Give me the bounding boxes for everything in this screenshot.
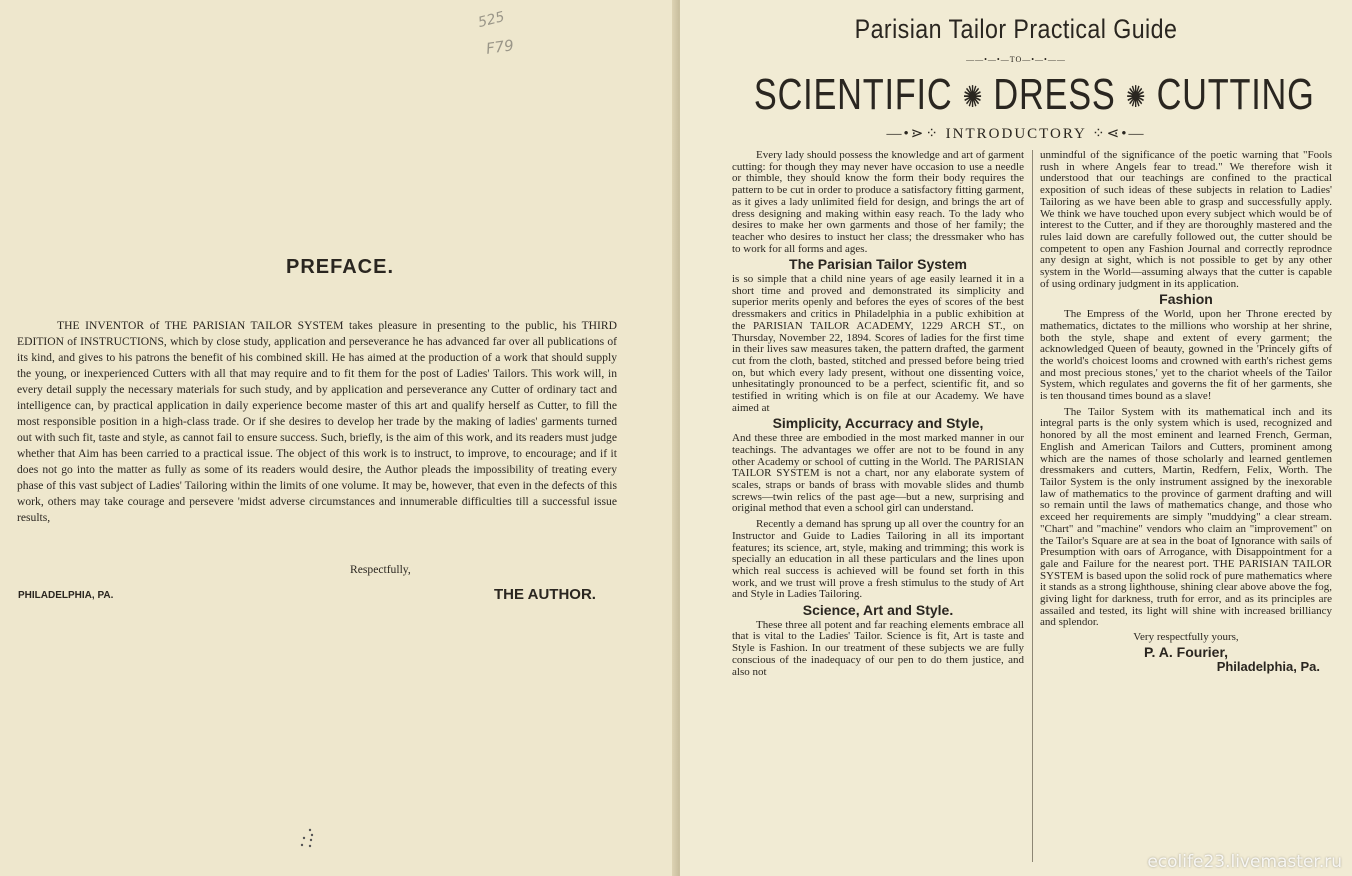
star-ornament-icon: ✺ (1125, 80, 1147, 114)
section-heading: Simplicity, Accurracy and Style, (772, 415, 984, 432)
heading-word-cutting: CUTTING (1156, 70, 1315, 119)
paragraph: And these three are embodied in the most marked manner in our teachings. The advantages we offer are not to be found in any other Academy or school of cutting in the World. The PARISIAN TAILOR SYSTEM is not a chart, nor any elaborate system of scales, straps or bands of brass with movable slides and thumb screws—twin relics of the past age—but a new, surprising and original method that even a school girl can understand. (732, 432, 1024, 515)
ink-smudge (298, 826, 324, 850)
paragraph: Every lady should possess the knowledge and art of garment cutting: for though they may never have occasion to use a needle or thimble, they should know the form their body requires the pattern to be cut in order to produce a satisfactory fitting garment, as it gives a lady unlimited field for design, and brings the art of dress designing and making within easy reach. To the lady who desires to make her own garments and those of her family; the teacher who desires to instuct her class; the dressmaker who has to work for all forms and ages. (732, 149, 1024, 255)
guide-title: Parisian Tailor Practical Guide (854, 14, 1178, 44)
right-page (680, 0, 1352, 876)
paragraph: unmindful of the significance of the poetic warning that "Fools rush in where Angels fear to tread." We therefore wish it understood that our teachings are confined to the practical exposition of such ideas of these subjects in relation to Ladies' Tailoring as we have been able to grasp and successfully apply. We think we have touched upon every subject which would be of interest to the Cutter, and if they are thoroughly mastered and the rules laid down are carefully followed out, the cutter should be competent to open any Fashion Journal and correctly reprodnce any design at sight, which is not possible to get by any other system in the World—assuming always that the cutter is capable of using ordinary judgment in its application. (1040, 149, 1332, 290)
paragraph: Recently a demand has sprung up all over the country for an Instructor and Guide to Ladies Tailoring in all its important features; its science, art, style, making and trimming; this work is specially an education in all these particulars and the lines upon which real success is achieved will be found set forth in this work, and we trust will prove a fresh stimulus to the study of Art and Style in Ladies Tailoring. (732, 518, 1024, 601)
heading-word-dress: DRESS (993, 70, 1116, 119)
preface-signature: THE AUTHOR. (494, 586, 596, 603)
author-place: Philadelphia, Pa. (1216, 658, 1320, 674)
preface-place: PHILADELPHIA, PA. (18, 590, 114, 601)
column-divider (1032, 150, 1033, 862)
section-heading: Fashion (1159, 291, 1213, 308)
paragraph: These three all potent and far reaching elements embrace all that is vital to the Ladies' Tailor. Science is fit, Art is taste and Style is Fashion. In our treatment of these subjects we are fully conscious of the inadequacy of our pen to do them justice, and also not (732, 618, 1024, 678)
closing-line: Very respectfully yours, (1133, 631, 1239, 644)
paragraph: The Empress of the World, upon her Throne erected by mathematics, dictates to the millions who worship at her shrine, both the style, shape and extent of every garment; the acknowledged Queen of beauty, gowned in the 'Princely gifts of the world's choicest looms and crowned with earth's richest gems and most precious stones,' yet to the chariot wheels of the Tailor System, which regulates and governs the fit of her garments, she is ten thousand times bound as a slave! (1040, 308, 1332, 403)
preface-title: PREFACE. (285, 256, 395, 278)
section-heading: The Parisian Tailor System (789, 256, 967, 273)
main-heading (753, 70, 1315, 120)
preface-body (17, 318, 617, 526)
paragraph: The Tailor System with its mathematical inch and its integral parts is the only system which is used, recognized and honored by all the most eminent and learned French, German, English and American Tailors and Cutters, prominent among which are the names of those scholarly and learned gentlemen dressmakers and cutters, Martin, Redfern, Felix, Worth. The Tailor System is the only instrument assigned by the inexorable law of mathematics to the province of garment drafting and will so remain until the laws of mathematics change, and those who exceed her requirements are simply "muddying" a clear stream. "Chart" and "machine" vendors who claim an "improvement" on the Tailor's Square are at sea in the boat of Ignorance with sails of Presumption with oars of Arrogance, with Disappointment for a gale and Failure for the nearest port. THE PARISIAN TAILOR SYSTEM is based upon the solid rock of pure mathematics where it stands as a strong lighthouse, shining clear above above the fog, giving light for darkness, truth for error, and as its principles are assailed and tested, its light will shine with increased brilliancy and splendor. (1040, 405, 1332, 629)
star-ornament-icon: ✺ (962, 80, 984, 114)
section-heading: Science, Art and Style. (802, 602, 954, 619)
introductory-heading: —•⋗⁘ INTRODUCTORY ⁘⋖•— (886, 126, 1146, 142)
paragraph: is so simple that a child nine years of age easily learned it in a short time and proved and demonstrated its simplicity and superior merits openly and befores the eyes of scores of the best dressmakers and critics in Philadelphia in a public exhibition at the PARISIAN TAILOR ACADEMY, 1229 ARCH ST., on Thursday, November 22, 1894. Scores of ladies for the first time in their lives saw measures taken, the pattern drafted, the garment cut from the cloth, basted, stitched and pressed before being tried on, but which every lady present, without one dissenting voice, unhesitatingly pronounced to be a perfect, scientific fit, and so testified in writing which is on file at our Academy. We have aimed at (732, 273, 1024, 414)
heading-word-scientific: SCIENTIFIC (753, 70, 953, 119)
preface-closing: Respectfully, (350, 563, 411, 576)
text-column-left (732, 150, 1024, 678)
text-column-right (1040, 150, 1332, 672)
preface-paragraph: THE INVENTOR of THE PARISIAN TAILOR SYSTEM takes pleasure in presenting to the public, his THIRD EDITION of INSTRUCTIONS, which by close study, application and perseverance he has advanced far over all publications of its kind, and gives to his patrons the benefit of his combined skill. He has aimed at the production of a work that should supply the young, or inexperienced Cutters with all that may require and to fit them for the post of Ladies' Tailors. This work will, in every detail supply the necessary materials for such study, and by application and perseverance any Cutter of ordinary tact and intelligence can, by practical application in daily experience become master of this art and qualify herself as Cutter, to fill the most responsible position in a high-class trade. Or if she desires to develop her trade by the making of ladies' garments turned out with such fit, taste and style, as cannot fail to ensure success. Such, briefly, is the aim of this work, and its readers must judge whether that Aim has been carried to a practical issue. The object of this work is to instruct, to improve, to encourage; and if it does not go into the matter as fully as some of its readers would desire, the Author pleads the impossibility of treating every phase of this vast subject of Ladies' Tailoring within the limits of one volume. It may be, however, that even in the defects of this work, others may take courage and persevere 'midst adverse circumstances and innumerable difficulties till a successful issue results, (17, 319, 617, 524)
to-ornament: ——•—•—TO—•—•—— (966, 55, 1066, 64)
watermark: ecolife23.livemaster.ru (1147, 852, 1342, 872)
pencil-note: 525 (476, 9, 507, 31)
pencil-note-catalog: F79 (484, 36, 515, 58)
author-name: P. A. Fourier, (1143, 643, 1229, 660)
